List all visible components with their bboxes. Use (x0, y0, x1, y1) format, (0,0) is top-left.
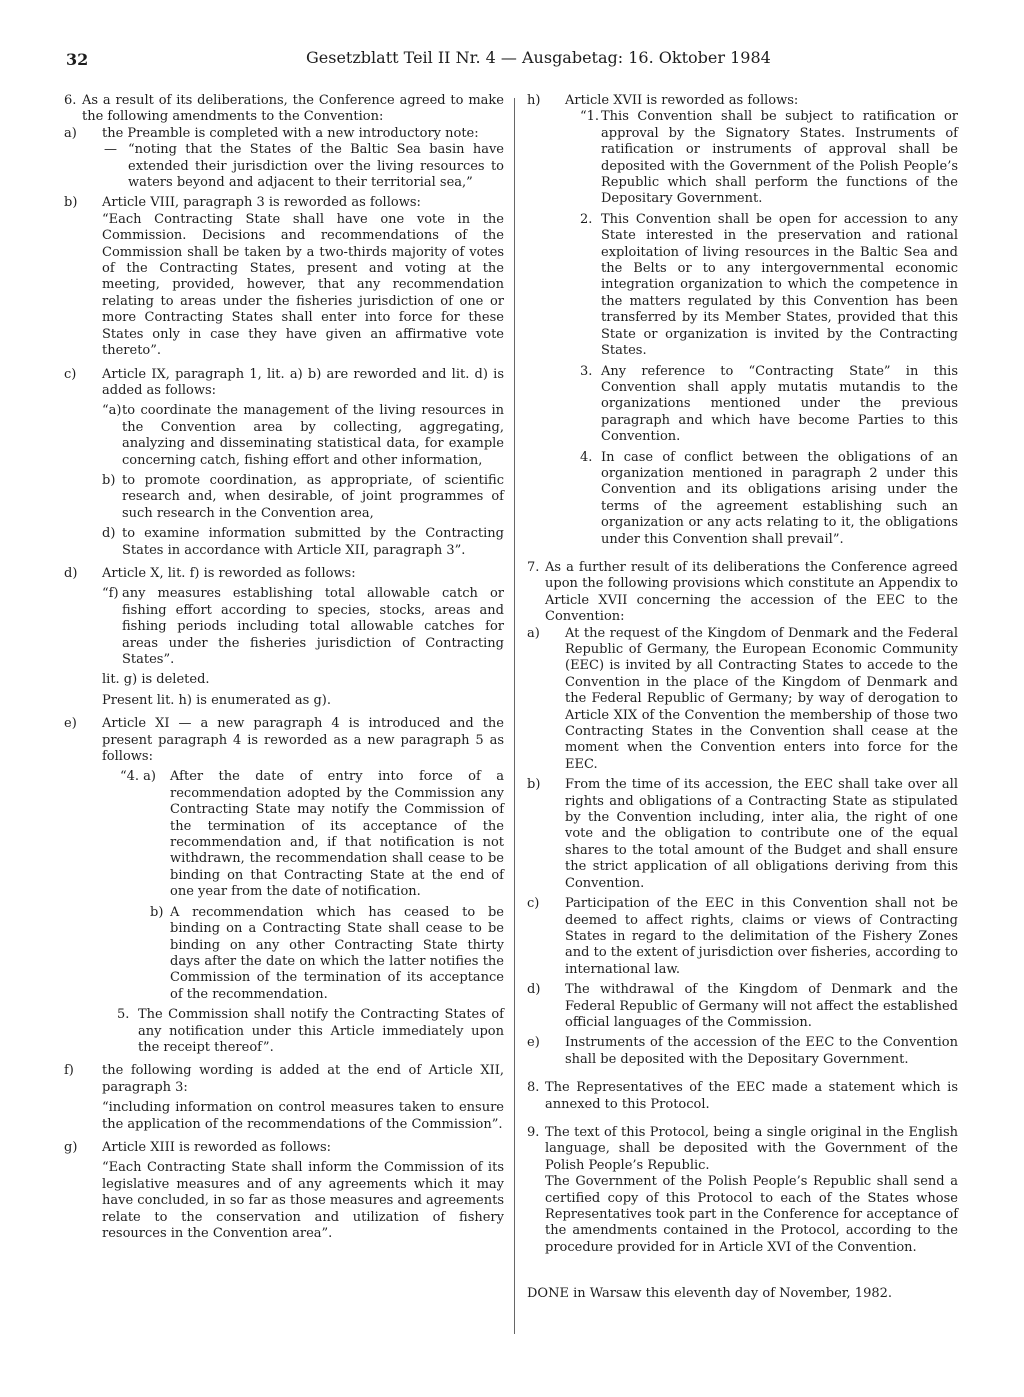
section-text-continued: The Government of the Polish People’s Republic shall send a certified copy of this Protocol to each of the States whose Representatives took part in the Conference for acceptance of the amendments contained in the Protocol, according to the procedure provided for in Article XVI of the Convention. (545, 1174, 958, 1255)
item-label: e) (64, 716, 77, 732)
running-header: Gesetzblatt Teil II Nr. 4 — Ausgabetag: 16. Oktober 1984 (306, 48, 771, 67)
paragraph-label: “1. (580, 109, 600, 125)
item-text: Article VIII, paragraph 3 is reworded as follows: (102, 195, 421, 211)
section-number: 8. (527, 1080, 540, 1096)
item-text: Participation of the EEC in this Convention shall not be deemed to affect rights, claims or views of Contracting States in regard to the delimitation of the Fishery Zones and to the extent of jurisdiction over fisheries, according to international law. (565, 896, 958, 977)
paragraph-text: Any reference to “Contracting State” in this Convention shall apply mutatis mutandis to the organizations mentioned under the previous paragraph and which have become Parties to this Convention. (601, 363, 958, 445)
lit-b (64, 473, 504, 522)
item-text: Article XI — a new paragraph 4 is introduced and the present paragraph 4 is reworded as a new paragraph 5 as follows: (102, 716, 504, 765)
provision-b (527, 777, 958, 892)
lit-label: “f) (102, 586, 119, 602)
provision-e (527, 1035, 958, 1068)
quote-text: “noting that the States of the Baltic Sea basin have extended their jurisdiction over the living resources to waters beyond and adjacent to their territorial sea,” (128, 142, 504, 191)
item-label: a) (64, 125, 77, 141)
provision-d (527, 982, 958, 1031)
article-xiii-quote: “Each Contracting State shall inform the Commission of its legislative measures and of any agreements which it may have concluded, in so far as those measures and agreements relate to the conservation and utilization of fishery resources in the Convention area”. (102, 1160, 504, 1241)
item-label: c) (527, 896, 540, 912)
lit-label: b) (102, 472, 116, 488)
item-text: the Preamble is completed with a new introductory note: (102, 125, 479, 141)
paragraph-text: After the date of entry into force of a recommendation adopted by the Commission any Contracting State may notify the Commission of the termination of its acceptance of the recommendation and, if that notification is not withdrawn, the recommendation shall cease to be binding on that Contracting State at the end of one year from the date of notification. (170, 769, 504, 900)
page-number: 32 (66, 50, 89, 69)
lit-label: d) (102, 526, 116, 542)
paragraph-label: “4. a) (120, 769, 157, 785)
paragraph-text: This Convention shall be open for accession to any State interested in the preservation and rational exploitation of living resources in the Baltic Sea and the Belts or to any intergovernmental economic integration organization to which the competence in the matters regulated by this Convention has been transferred by its Member States, provided that this State or organization is invited by the Contracting States. (601, 211, 958, 359)
section-number: 6. (64, 93, 77, 108)
paragraph-text: This Convention shall be subject to ratification or approval by the Signatory States. Instruments of ratification or instruments of approval shall be deposited with the Government of the Polish People’s Republic which shall perform the functions of the Depositary Government. (601, 109, 958, 207)
section-6 (64, 93, 504, 126)
dash-marker: — (104, 142, 117, 158)
lit-text: to examine information submitted by the Contracting States in accordance with Article XII, paragraph 3”. (122, 526, 504, 558)
item-label: c) (64, 366, 77, 382)
paragraph-4b (64, 905, 504, 1003)
preamble-quote (64, 142, 504, 191)
paragraph-label: 5. (117, 1007, 130, 1023)
provision-c (527, 896, 958, 978)
provision-a (527, 626, 958, 774)
right-column (527, 93, 958, 1303)
paragraph-label: b) (150, 904, 164, 920)
left-column (64, 93, 504, 1242)
lit-g-deleted: lit. g) is deleted. (102, 672, 210, 688)
lit-h-enumerated: Present lit. h) is enumerated as g). (102, 692, 331, 708)
amendment-b (64, 195, 504, 211)
item-text: The withdrawal of the Kingdom of Denmark and the Federal Republic of Germany will not affect the established official languages of the Commission. (565, 982, 958, 1030)
lit-text: to promote coordination, as appropriate, of scientific research and, when desirable, of joint programmes of such research in the Convention area, (122, 472, 504, 521)
paragraph-text: The Commission shall notify the Contracting States of any notification under this Article immediately upon the receipt thereof”. (138, 1007, 504, 1055)
section-number: 7. (527, 559, 540, 575)
item-label: d) (527, 982, 541, 998)
article-xvii-1 (527, 109, 958, 207)
item-text: the following wording is added at the end of Article XII, paragraph 3: (102, 1063, 504, 1095)
section-8 (527, 1080, 958, 1113)
amendment-e (64, 716, 504, 765)
paragraph-label: 3. (580, 363, 593, 379)
article-xvii-4 (527, 450, 958, 548)
item-text: Instruments of the accession of the EEC to the Convention shall be deposited with the Depositary Government. (565, 1035, 958, 1067)
amendment-g (64, 1140, 504, 1156)
paragraph-label: 2. (580, 211, 593, 227)
item-text: Article X, lit. f) is reworded as follows: (102, 565, 356, 581)
item-text: Article XVII is reworded as follows: (565, 93, 799, 108)
paragraph-text: A recommendation which has ceased to be binding on a Contracting State shall cease to be binding on any other Contracting State thirty days after the date on which the latter notifies the Commission of the termination of its acceptance of the recommendation. (170, 904, 504, 1002)
amendment-h (527, 93, 958, 109)
item-text: Article IX, paragraph 1, lit. a) b) are reworded and lit. d) is added as follows: (102, 366, 504, 398)
signature-line: DONE in Warsaw this eleventh day of November, 1982. (527, 1286, 893, 1302)
lit-a (64, 403, 504, 469)
section-7 (527, 560, 958, 626)
paragraph-4a (64, 769, 504, 900)
item-label: e) (527, 1035, 540, 1051)
item-label: b) (64, 195, 78, 211)
section-9 (527, 1125, 958, 1256)
paragraph-label: 4. (580, 449, 593, 465)
section-text: As a result of its deliberations, the Conference agreed to make the following amendments to the Convention: (82, 93, 504, 125)
item-text: Article XIII is reworded as follows: (102, 1139, 332, 1155)
lit-d (64, 526, 504, 559)
paragraph-5 (64, 1007, 504, 1056)
article-xii-quote: “including information on control measures taken to ensure the application of the recommendations of the Commission”. (102, 1100, 504, 1132)
article-xvii-2 (527, 212, 958, 360)
section-text: The text of this Protocol, being a single original in the English language, shall be deposited with the Government of the Polish People’s Republic. (545, 1124, 958, 1173)
amendment-d (64, 566, 504, 582)
item-label: b) (527, 777, 541, 793)
article-xvii-3 (527, 364, 958, 446)
item-label: f) (64, 1063, 74, 1079)
section-text: As a further result of its deliberations the Conference agreed upon the following provisions which constitute an Appendix to Article XVII concerning the accession of the EEC to the Convention: (545, 559, 958, 625)
paragraph-text: In case of conflict between the obligations of an organization mentioned in paragraph 2 under this Convention and its obligations arising under the terms of the agreement establishing such an organization or any acts relating to it, the obligations under this Convention shall prevail”. (601, 449, 958, 547)
item-text: From the time of its accession, the EEC shall take over all rights and obligations of a Contracting State as stipulated by the Convention including, inter alia, the right of one vote and the obligation to contribute one of the equal shares to the total amount of the Budget and shall ensure the strict application of all obligations deriving from this Convention. (565, 777, 958, 891)
amendment-f (64, 1063, 504, 1096)
lit-label: “a) (102, 403, 122, 419)
lit-text: to coordinate the management of the living resources in the Convention area by collecting, aggregating, analyzing and disseminating statistical data, for example concerning catch, fishing effort and other information, (122, 403, 504, 468)
section-number: 9. (527, 1124, 540, 1140)
amendment-c (64, 367, 504, 400)
lit-f (64, 586, 504, 668)
article-viii-quote: “Each Contracting State shall have one vote in the Commission. Decisions and recommendations of the Commission shall be taken by a two-thirds majority of votes of the Contracting States, present and voting at the meeting, provided, however, that any recommendation relating to areas under the fisheries jurisdiction of one or more Contracting States shall enter into force for these States only in case they have given an affirmative vote thereto”. (102, 211, 504, 359)
amendment-a (64, 126, 504, 142)
item-text: At the request of the Kingdom of Denmark and the Federal Republic of Germany, the European Economic Community (EEC) is invited by all Contracting States to accede to the Convention in the place of the Kingdom of Denmark and the Federal Republic of Germany; by way of derogation to Article XIX of the Convention the membership of those two Contracting States in the Convention shall cease at the moment when the Convention enters into force for the EEC. (565, 625, 958, 772)
item-label: h) (527, 93, 541, 108)
item-label: a) (527, 625, 540, 641)
lit-text: any measures establishing total allowable catch or fishing effort according to species, stocks, areas and fishing periods including total allowable catches for areas under the fisheries jurisdiction of Contracting States”. (122, 586, 504, 667)
item-label: g) (64, 1139, 78, 1155)
item-label: d) (64, 565, 78, 581)
column-divider (514, 98, 515, 1334)
section-text: The Representatives of the EEC made a statement which is annexed to this Protocol. (545, 1080, 958, 1112)
